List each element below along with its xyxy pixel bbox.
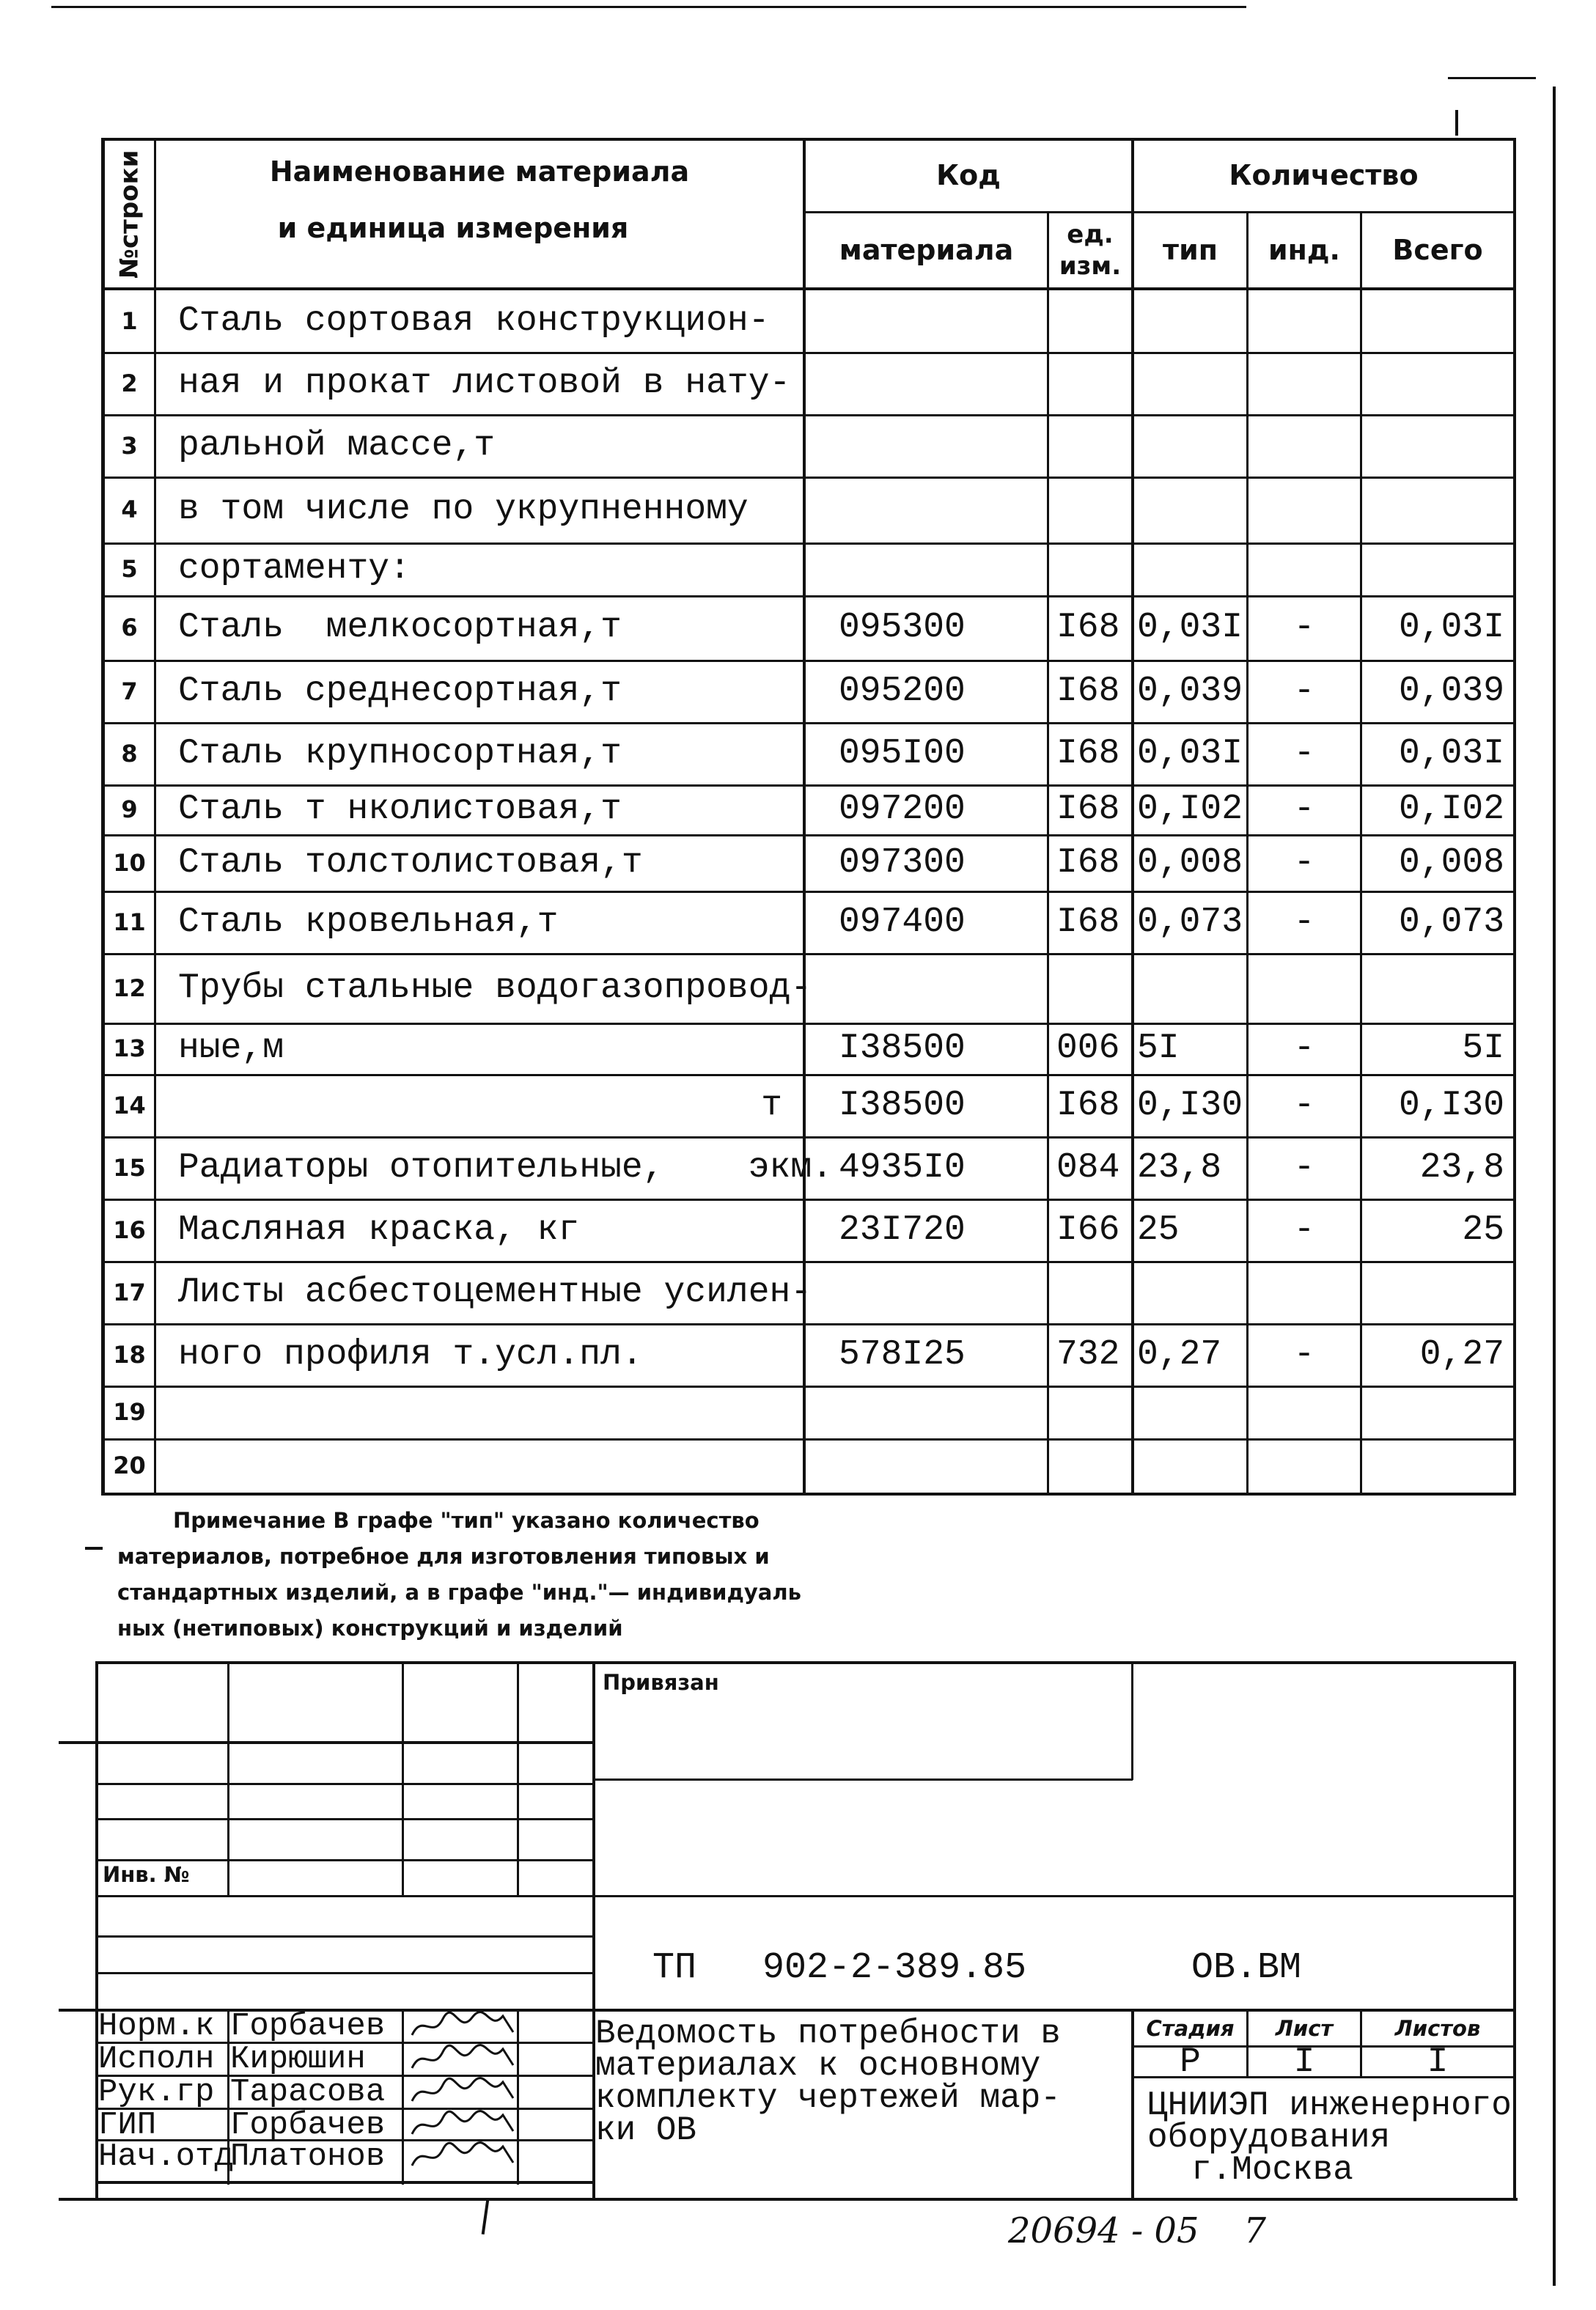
material-name: Сталь среднесортная,т (178, 671, 622, 711)
row-number: 7 (121, 677, 138, 705)
material-name (156, 1438, 803, 1493)
material-code: 097300 (839, 842, 966, 883)
row-number: 10 (113, 848, 146, 877)
qty-total (1362, 1438, 1513, 1493)
qty-tip: 23,8 (1137, 1147, 1222, 1188)
row-number: 8 (121, 739, 138, 768)
material-code: 095I00 (839, 733, 966, 773)
row-number: 13 (113, 1034, 146, 1062)
row-number: 18 (113, 1340, 146, 1369)
unit-code (1049, 542, 1131, 595)
qty-total: 23,8 (1419, 1147, 1504, 1188)
material-name: ные,м (178, 1029, 284, 1068)
unit-code (1049, 290, 1131, 352)
qty-ind: - (1293, 1029, 1315, 1068)
qty-tip (1134, 1438, 1246, 1493)
signer-role: Исполн (98, 2041, 215, 2078)
qty-tip (1134, 352, 1246, 414)
header-ind: инд. (1268, 233, 1340, 266)
sheet-label: Лист (1275, 2016, 1334, 2041)
header-code: Код (936, 159, 1001, 192)
row-number: 6 (121, 614, 138, 641)
material-name: Радиаторы отопительные, экм. (178, 1147, 833, 1188)
material-name: Сталь сортовая конструкцион- (178, 301, 770, 341)
qty-tip (1134, 414, 1246, 477)
material-name: сортаменту: (178, 549, 411, 589)
material-name: ная и прокат листовой в нату- (178, 363, 791, 403)
material-name: Сталь кровельная,т (178, 902, 559, 942)
unit-code: I68 (1056, 671, 1120, 711)
right-scan-edge (1553, 87, 1556, 2286)
material-code: 095200 (839, 671, 966, 711)
qty-tip: 0,I02 (1137, 790, 1243, 829)
unit-code (1049, 1386, 1131, 1438)
qty-tip: 25 (1137, 1210, 1180, 1250)
qty-tip: 0,03I (1137, 733, 1243, 773)
organization-line3: г.Москва (1191, 2151, 1353, 2189)
material-code (806, 953, 1047, 1023)
row-number: 5 (121, 555, 138, 583)
material-code (806, 352, 1047, 414)
unit-code: I68 (1056, 790, 1120, 829)
qty-ind: - (1293, 1334, 1315, 1375)
material-code (806, 290, 1047, 352)
signer-role: Нач.отд (98, 2138, 234, 2175)
unit-code: I68 (1056, 608, 1120, 647)
unit-code (1049, 953, 1131, 1023)
qty-ind: - (1293, 1210, 1315, 1250)
qty-total (1362, 1261, 1513, 1323)
qty-tip (1134, 477, 1246, 542)
qty-total (1362, 1386, 1513, 1438)
row-number: 9 (121, 795, 138, 823)
margin-tick (85, 1547, 103, 1550)
qty-tip: 0,073 (1137, 902, 1243, 942)
material-name: ральной массе,т (178, 425, 496, 466)
qty-tip (1134, 1386, 1246, 1438)
material-name: т (761, 1085, 782, 1125)
sheets-label: Листов (1394, 2016, 1481, 2041)
material-code: I38500 (839, 1085, 966, 1125)
note-line2: материалов, потребное для изготовления типовых и (117, 1544, 770, 1569)
unit-code: 006 (1056, 1029, 1120, 1068)
unit-code: I68 (1056, 902, 1120, 942)
qty-total (1362, 290, 1513, 352)
qty-tip: 0,I30 (1137, 1085, 1243, 1125)
stage-label: Стадия (1146, 2016, 1235, 2041)
qty-total: 25 (1462, 1210, 1504, 1250)
note-line1: Примечание В графе "тип" указано количество (173, 1508, 760, 1533)
material-code (806, 1261, 1047, 1323)
material-name: Сталь т нколистовая,т (178, 790, 622, 829)
material-name: Трубы стальные водогазопровод- (178, 968, 812, 1008)
organization-line2: оборудования (1147, 2119, 1391, 2157)
organization (1147, 2086, 1514, 2189)
qty-total: 0,I30 (1398, 1085, 1504, 1125)
document-title (595, 2017, 1130, 2147)
qty-total: 0,039 (1398, 671, 1504, 711)
unit-code: I68 (1056, 842, 1120, 883)
header-material: материала (839, 233, 1014, 266)
document-title-line2: материалах к основному (595, 2047, 1041, 2085)
row-number: 19 (113, 1398, 146, 1426)
signer-name: Кирюшин (230, 2041, 366, 2078)
material-name: Сталь толстолистовая,т (178, 842, 643, 883)
row-number: 20 (113, 1452, 146, 1479)
handwritten-signature (408, 2043, 518, 2075)
row-number: 16 (113, 1215, 146, 1244)
signer-role: Рук.гр (98, 2074, 215, 2111)
qty-tip (1134, 953, 1246, 1023)
unit-code (1049, 1438, 1131, 1493)
row-number: 15 (113, 1153, 146, 1182)
unit-code (1049, 1261, 1131, 1323)
material-code: 097200 (839, 790, 966, 829)
qty-total: 0,03I (1398, 608, 1504, 647)
top-scan-edge (51, 6, 1246, 8)
header-quantity: Количество (1229, 159, 1419, 192)
qty-ind: - (1293, 671, 1315, 711)
unit-code: 732 (1056, 1334, 1120, 1375)
row-number: 17 (113, 1278, 146, 1306)
qty-total: 0,008 (1398, 842, 1504, 883)
qty-ind (1249, 352, 1360, 414)
qty-tip (1134, 290, 1246, 352)
qty-total: 0,27 (1419, 1334, 1504, 1375)
material-code: 23I720 (839, 1210, 966, 1250)
header-name-line2: и единица измерения (277, 212, 629, 245)
qty-total: 5I (1462, 1029, 1504, 1068)
qty-total: 0,073 (1398, 902, 1504, 942)
material-code: I38500 (839, 1029, 966, 1068)
qty-ind: - (1293, 790, 1315, 829)
document-title-line1: Ведомость потребности в (595, 2015, 1061, 2053)
qty-ind (1249, 290, 1360, 352)
qty-total (1362, 542, 1513, 595)
material-code (806, 1386, 1047, 1438)
handwritten-signature (408, 2109, 518, 2141)
material-name: ного профиля т.усл.пл. (178, 1334, 643, 1375)
qty-total: 0,03I (1398, 733, 1504, 773)
handwritten-signature (408, 2076, 518, 2108)
qty-total (1362, 477, 1513, 542)
qty-total (1362, 953, 1513, 1023)
row-number: 1 (121, 306, 138, 335)
unit-code (1049, 477, 1131, 542)
qty-tip (1134, 1261, 1246, 1323)
qty-ind: - (1293, 842, 1315, 883)
material-name: Сталь крупносортная,т (178, 733, 622, 773)
qty-total (1362, 352, 1513, 414)
document-code: ТП 902-2-389.85 (652, 1947, 1027, 1989)
qty-total (1362, 414, 1513, 477)
unit-code: I68 (1056, 1085, 1120, 1125)
sheet-value: I (1293, 2042, 1315, 2082)
qty-tip: 0,039 (1137, 671, 1243, 711)
table-right-border (1513, 138, 1516, 1494)
row-number: 11 (113, 908, 146, 936)
unit-code: I68 (1056, 733, 1120, 773)
qty-tip (1134, 542, 1246, 595)
unit-code: 084 (1056, 1147, 1120, 1188)
qty-tip: 5I (1137, 1029, 1180, 1068)
material-code: 095300 (839, 608, 966, 647)
qty-ind (1249, 953, 1360, 1023)
qty-ind (1249, 1261, 1360, 1323)
qty-ind (1249, 477, 1360, 542)
material-code (806, 477, 1047, 542)
inventory-number-label: Инв. № (103, 1862, 190, 1887)
document-title-line4: ки ОВ (595, 2111, 697, 2149)
header-name-line1: Наименование материала (269, 155, 690, 188)
material-name: Сталь мелкосортная,т (178, 608, 622, 647)
stage-value: Р (1180, 2042, 1201, 2082)
qty-ind: - (1293, 608, 1315, 647)
material-code (806, 542, 1047, 595)
qty-ind: - (1293, 1147, 1315, 1188)
qty-ind: - (1293, 1085, 1315, 1125)
qty-ind (1249, 1386, 1360, 1438)
handwritten-signature (408, 2141, 518, 2173)
material-name: Масляная краска, кг (178, 1210, 580, 1250)
row-number: 3 (121, 431, 138, 460)
signer-name: Горбачев (230, 2008, 386, 2045)
unit-code: I66 (1056, 1210, 1120, 1250)
corner-mark (1448, 77, 1536, 79)
qty-tip: 0,008 (1137, 842, 1243, 883)
pen-stroke (482, 2199, 490, 2234)
qty-tip: 0,27 (1137, 1334, 1222, 1375)
sheets-value: I (1427, 2042, 1449, 2082)
document-title-line3: комплекту чертежей мар- (595, 2079, 1061, 2117)
header-total: Всего (1392, 233, 1483, 266)
archive-number: 20694 - 05 7 (1008, 2210, 1267, 2251)
signer-role: ГИП (98, 2107, 157, 2144)
note (117, 1503, 1070, 1647)
note-line4: ных (нетиповых) конструкций и изделий (117, 1616, 623, 1641)
organization-line1: ЦНИИЭП инженерного (1147, 2086, 1512, 2125)
signer-name: Горбачев (230, 2107, 386, 2144)
row-number: 2 (121, 369, 138, 397)
qty-tip: 0,03I (1137, 608, 1243, 647)
corner-tick (1455, 110, 1458, 136)
note-line3: стандартных изделий, а в графе "инд."— индивидуаль (117, 1580, 801, 1605)
material-code: 097400 (839, 902, 966, 942)
material-name (156, 1386, 803, 1438)
signer-role: Норм.к (98, 2008, 215, 2045)
material-code: 578I25 (839, 1334, 966, 1375)
qty-ind: - (1293, 902, 1315, 942)
row-number: 4 (121, 496, 138, 523)
row-number: 12 (113, 974, 146, 1002)
material-code: 4935I0 (839, 1147, 966, 1188)
row-number: 14 (113, 1091, 146, 1119)
material-name: в том числе по укрупненному (178, 490, 749, 529)
qty-ind (1249, 542, 1360, 595)
qty-total: 0,I02 (1398, 790, 1504, 829)
qty-ind (1249, 414, 1360, 477)
material-code (806, 414, 1047, 477)
document-mark: ОВ.ВМ (1191, 1947, 1302, 1989)
privyazan-label: Привязан (603, 1670, 719, 1695)
header-row-number: №строки (114, 150, 144, 279)
signer-name: Тарасова (230, 2074, 386, 2111)
qty-ind: - (1293, 733, 1315, 773)
handwritten-signature (408, 2010, 518, 2042)
signer-name: Платонов (230, 2138, 386, 2175)
material-code (806, 1438, 1047, 1493)
unit-code (1049, 352, 1131, 414)
unit-code (1049, 414, 1131, 477)
header-tip: тип (1163, 233, 1218, 266)
header-unit: ед. изм. (1059, 220, 1122, 281)
material-name: Листы асбестоцементные усилен- (178, 1272, 812, 1312)
qty-ind (1249, 1438, 1360, 1493)
